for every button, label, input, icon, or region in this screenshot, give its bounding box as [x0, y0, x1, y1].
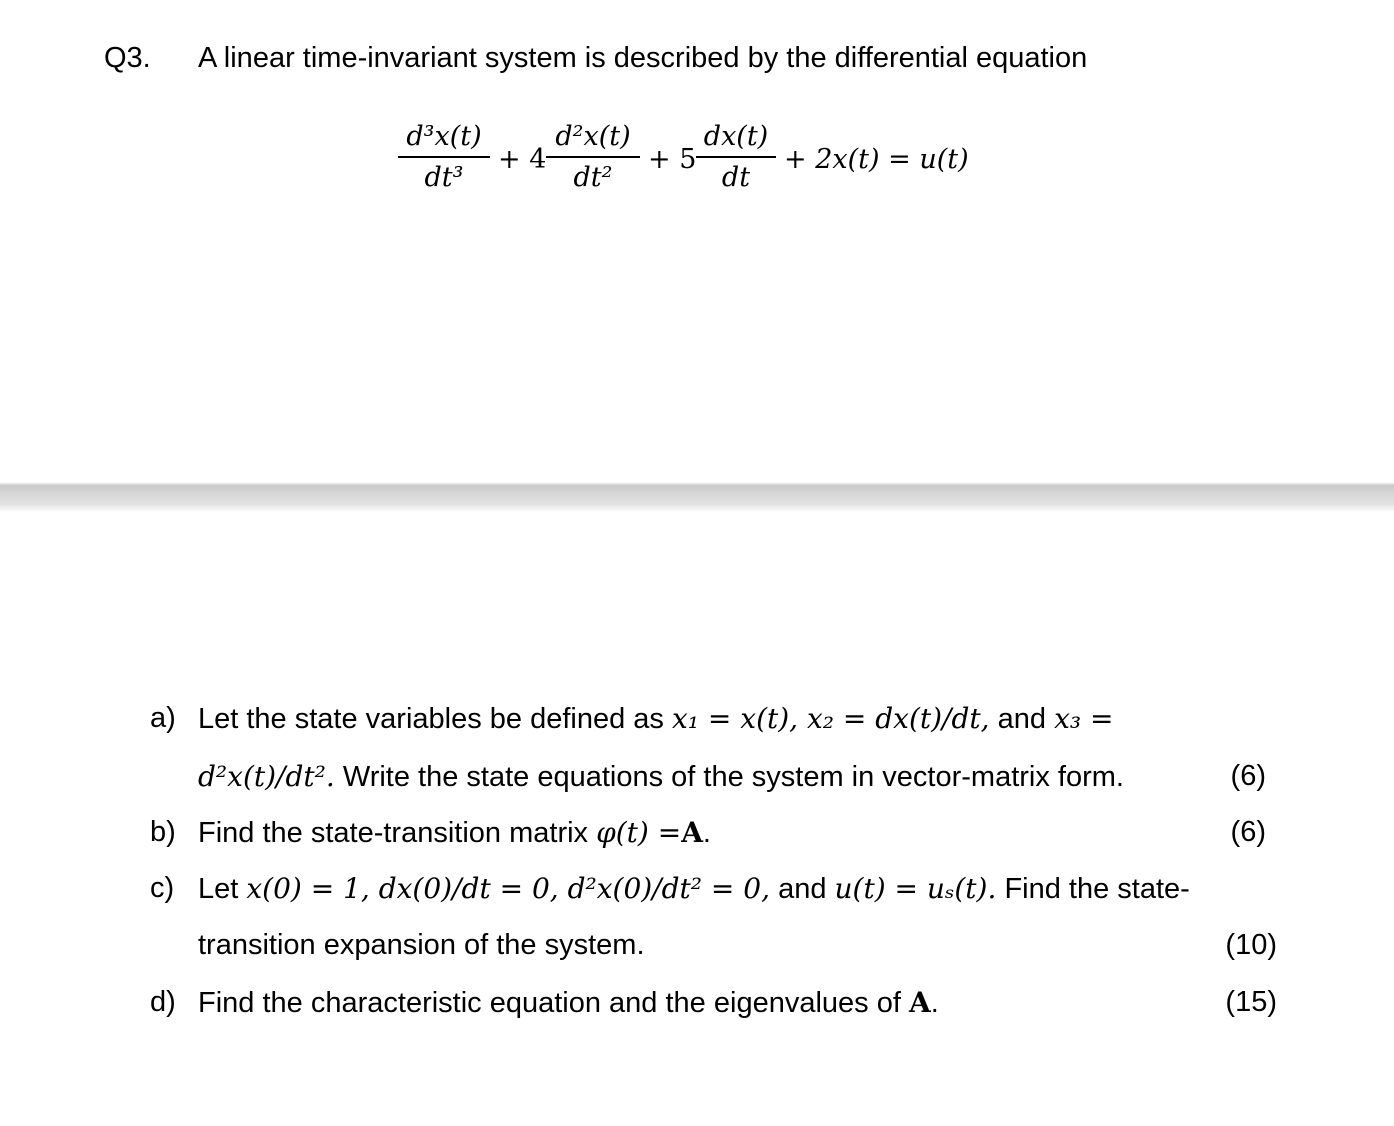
question-intro: A linear time-invariant system is described by the differential equation: [198, 42, 1088, 74]
part-c-label: c): [150, 872, 175, 904]
term2-denominator: dt²: [573, 162, 613, 193]
term1-fraction: [398, 118, 490, 198]
part-b-label: b): [150, 816, 176, 848]
part-b-text: Find the state-transition matrix: [198, 817, 589, 849]
term1-numerator: d³x(t): [406, 121, 482, 152]
equation-remainder: + 2x(t) = u(t): [784, 144, 969, 175]
part-a-label: a): [150, 702, 176, 734]
part-b-marks: (6): [1230, 816, 1266, 848]
part-a-math3: d²x(t)/dt².: [198, 760, 335, 793]
matrix-a-symbol: A: [908, 986, 931, 1019]
part-c-end: Find the state-: [1004, 873, 1190, 905]
part-a-line2: [198, 760, 1124, 794]
part-a-text2: Write the state equations of the system in vector-matrix form.: [342, 761, 1124, 793]
part-d-end: .: [930, 987, 939, 1019]
part-c-line1: [198, 872, 1190, 906]
part-c-and: and: [778, 873, 827, 905]
term3-fraction: [696, 118, 776, 198]
term3-numerator: dx(t): [703, 121, 769, 152]
page-separator: [0, 482, 1394, 512]
operator-plus-4: + 4: [498, 144, 547, 175]
part-a-marks: (6): [1230, 760, 1266, 792]
part-a-math2: x₃ =: [1054, 702, 1114, 735]
operator-plus-5: + 5: [648, 144, 697, 175]
part-a-line1: [198, 702, 1113, 736]
part-b-end: .: [702, 817, 711, 849]
matrix-a-symbol: A: [681, 816, 703, 849]
term2-fraction: [546, 118, 640, 198]
part-d-text: Find the characteristic equation and the eigenvalues of: [198, 987, 901, 1019]
term1-denominator: dt³: [424, 162, 464, 193]
part-c-math2: u(t) = uₛ(t).: [834, 872, 997, 905]
part-b-math: φ(t) =: [596, 816, 682, 849]
part-d-marks: (15): [1225, 986, 1277, 1018]
part-a-math1: x₁ = x(t), x₂ = dx(t)/dt,: [672, 702, 990, 735]
part-d-line1: [198, 986, 939, 1020]
part-a-and: and: [997, 703, 1047, 735]
part-c-text: Let: [198, 873, 239, 905]
part-b-line1: [198, 816, 711, 850]
part-c-line2: transition expansion of the system.: [198, 929, 645, 961]
part-d-label: d): [150, 986, 176, 1018]
term3-denominator: dt: [721, 162, 751, 193]
question-number: Q3.: [104, 42, 151, 74]
term2-numerator: d²x(t): [555, 121, 631, 152]
part-a-text: Let the state variables be defined as: [198, 703, 664, 735]
part-c-marks: (10): [1225, 929, 1277, 961]
part-c-math1: x(0) = 1, dx(0)/dt = 0, d²x(0)/dt² = 0,: [246, 872, 770, 905]
